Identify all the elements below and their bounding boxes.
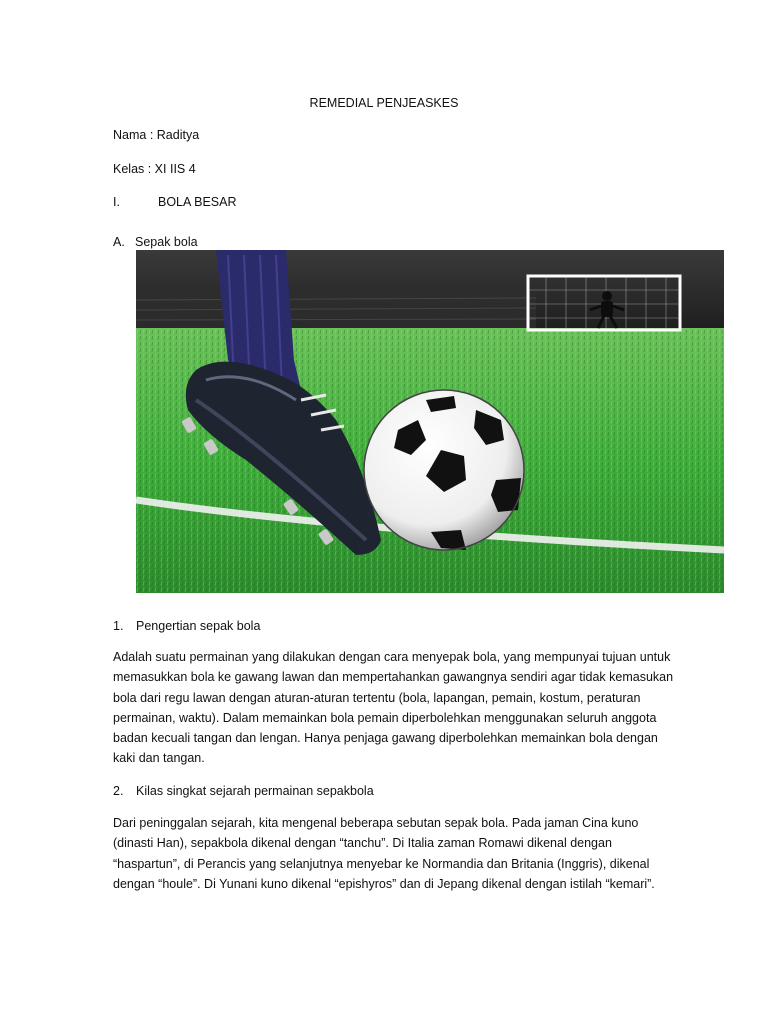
document-title: REMEDIAL PENJEASKES <box>309 96 459 110</box>
item2-number: 2. <box>113 784 124 798</box>
section-heading: BOLA BESAR <box>158 195 237 209</box>
paragraph-line: bola dari regu lawan dengan aturan-aturan tertentu (bola, lapangan, pemain, kostum, peraturan <box>113 690 641 705</box>
section-number: I. <box>113 195 120 209</box>
item2-paragraph <box>113 813 693 894</box>
item1-heading: Pengertian sepak bola <box>136 619 261 633</box>
paragraph-line: kaki dan tangan. <box>113 751 205 766</box>
paragraph-line: permainan, waktu). Dalam memainkan bola pemain diperbolehkan menggunakan seluruh anggota <box>113 710 657 725</box>
subsection-letter: A. <box>113 235 125 249</box>
paragraph-line: “haspartun”, di Perancis yang selanjutnya menyebar ke Normandia dan Britania (Inggris), dikenal <box>113 856 650 871</box>
item2-heading: Kilas singkat sejarah permainan sepakbola <box>136 784 374 798</box>
paragraph-line: Adalah suatu permainan yang dilakukan dengan cara menyepak bola, yang mempunyai tujuan untuk <box>113 650 671 664</box>
item1-number: 1. <box>113 619 124 633</box>
paragraph-line: memasukkan bola ke gawang lawan dan mempertahankan gawangnya sendiri agar tidak kemasukan <box>113 670 674 685</box>
paragraph-line: (dinasti Han), sepakbola dikenal dengan “tanchu”. Di Italia zaman Romawi dikenal dengan <box>113 836 612 851</box>
soccer-photo <box>136 250 724 593</box>
name-line: Nama : Raditya <box>113 128 200 142</box>
paragraph-line: Dari peninggalan sejarah, kita mengenal beberapa sebutan sepak bola. Pada jaman Cina kuno <box>113 816 639 830</box>
paragraph-line: dengan “houle”. Di Yunani kuno dikenal “epishyros” dan di Jepang dikenal dengan istilah “kemari”. <box>113 876 655 891</box>
item1-paragraph <box>113 647 693 769</box>
class-line: Kelas : XI IIS 4 <box>113 162 196 176</box>
subsection-heading: Sepak bola <box>135 235 198 249</box>
paragraph-line: badan kecuali tangan dan lengan. Hanya penjaga gawang diperbolehkan memainkan bola dengan <box>113 731 658 746</box>
